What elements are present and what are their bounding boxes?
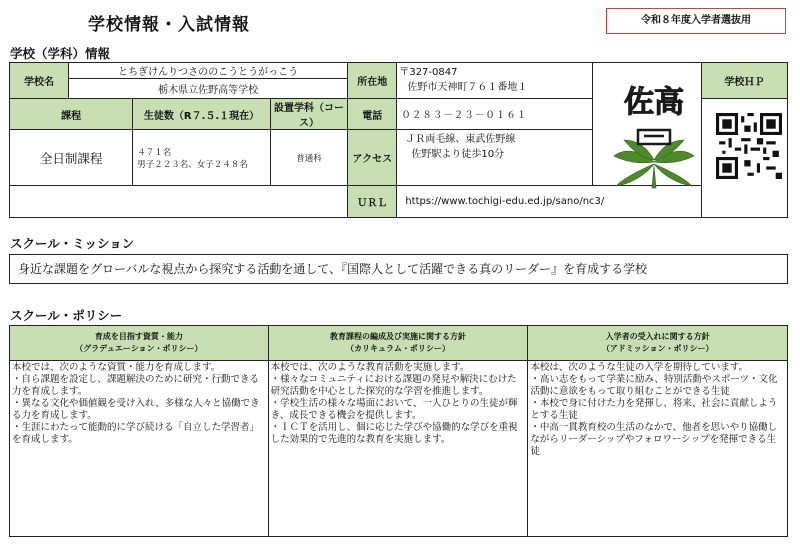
policy-line: ・中高一貫教育校の生活のなかで、他者を思いやり協働しながらリーダーシップやフォロワーシップを発揮できる生徒: [530, 422, 778, 457]
curriculum-policy-body: [268, 361, 528, 537]
policy-line: ・高い志をもって学業に励み、特別活動やスポーツ・文化活動に意欲をもって取り組むことができる生徒: [530, 374, 778, 397]
school-info-heading: 学校（学科）情報: [10, 46, 111, 61]
department-label: 設置学科（コース）: [270, 99, 347, 130]
policy-table: [9, 325, 788, 537]
admission-policy-header: [528, 326, 788, 361]
postal-code: 〒327-0847: [399, 67, 458, 78]
policy-line: ・自ら課題を設定し、課題解決のために研究・行動できる力を育成します。: [12, 374, 260, 397]
policy-line: ・学校生活の様々な場面において、一人ひとりの生徒が輝き、成長できる機会を提供します。: [270, 398, 518, 421]
access-line-2: 佐野駅より徒歩10分: [411, 149, 505, 160]
graduation-policy-subtitle: （グラデュエーション・ポリシー）: [75, 344, 203, 353]
school-url[interactable]: https://www.tochigi-edu.ed.jp/sano/nc3/: [397, 186, 701, 218]
address-text: 佐野市天神町７６１番地１: [407, 82, 528, 93]
selection-year-badge: 令和８年度入学者選抜用: [606, 8, 786, 34]
students-cell: [133, 130, 270, 186]
course-label: 課程: [10, 99, 133, 130]
school-emblem-icon: [610, 70, 698, 190]
policy-line: ・異なる文化や価値観を受け入れ、多様な人々と協働できる力を育成します。: [12, 398, 260, 421]
curriculum-policy-title: 教育課程の編成及び実施に関する方針: [329, 332, 466, 341]
policy-line: ・ＩＣＴを活用し、個に応じた学びや協働的な学びを重視した効果的で先進的な教育を実施します。: [270, 422, 518, 445]
graduation-policy-title: 育成を目指す資質・能力: [94, 332, 183, 341]
address-cell: [397, 63, 592, 99]
students-breakdown: 男子２２３名、女子２４８名: [137, 159, 248, 170]
admission-policy-body: [528, 361, 788, 537]
school-name: 栃木県立佐野高等学校: [68, 79, 347, 99]
policy-line: ・生涯にわたって能動的に学び続ける「自立した学習者」を育成します。: [12, 422, 260, 445]
homepage-label: 学校ＨＰ: [701, 63, 787, 99]
policy-line: ・本校で身に付けた力を発揮し、将来、社会に貢献しようとする生徒: [530, 398, 778, 421]
curriculum-policy-header: [268, 326, 528, 361]
curriculum-policy-subtitle: （カリキュラム・ポリシー）: [346, 344, 450, 353]
students-total: ４７１名: [137, 147, 172, 158]
graduation-policy-body: [10, 361, 269, 537]
policy-line: 本校では、次のような資質・能力を育成します。: [12, 362, 221, 373]
mission-text: 身近な課題をグローバルな視点から探究する活動を通して、『国際人として活躍できる真のリーダー』を育成する学校: [9, 254, 788, 284]
policy-heading: スクール・ポリシー: [10, 308, 123, 323]
access-cell: [397, 130, 592, 186]
address-label: 所在地: [348, 63, 397, 99]
school-furigana: とちぎけんりつさののこうとうがっこう: [68, 63, 347, 79]
phone-label: 電話: [348, 99, 397, 130]
graduation-policy-header: [10, 326, 269, 361]
policy-line: 本校は、次のような生徒の入学を期待しています。: [530, 362, 749, 373]
course-value: 全日制課程: [10, 130, 133, 186]
emblem-text: 佐高: [624, 85, 684, 120]
phone-number: ０２８３－２３－０１６１: [397, 99, 592, 130]
policy-line: ・様々なコミュニティにおける課題の発見や解決にむけた研究活動を中心とした探究的な学習を推進します。: [270, 374, 517, 397]
admission-policy-subtitle: （アドミッション・ポリシー）: [601, 344, 714, 353]
department-value: 普通科: [270, 130, 347, 186]
mission-heading: スクール・ミッション: [10, 236, 135, 251]
students-label: 生徒数（R７.５.１現在）: [133, 99, 270, 130]
url-label: ＵＲＬ: [348, 186, 397, 218]
admission-policy-title: 入学者の受入れに関する方針: [605, 332, 710, 341]
access-label: アクセス: [348, 130, 397, 186]
policy-line: 本校では、次のような教育活動を実施します。: [270, 362, 470, 373]
page-title: 学校情報・入試情報: [88, 15, 250, 35]
qr-code-icon[interactable]: [716, 113, 782, 179]
school-name-label: 学校名: [10, 63, 69, 99]
access-line-1: ＪＲ両毛線、東武佐野線: [405, 134, 516, 145]
